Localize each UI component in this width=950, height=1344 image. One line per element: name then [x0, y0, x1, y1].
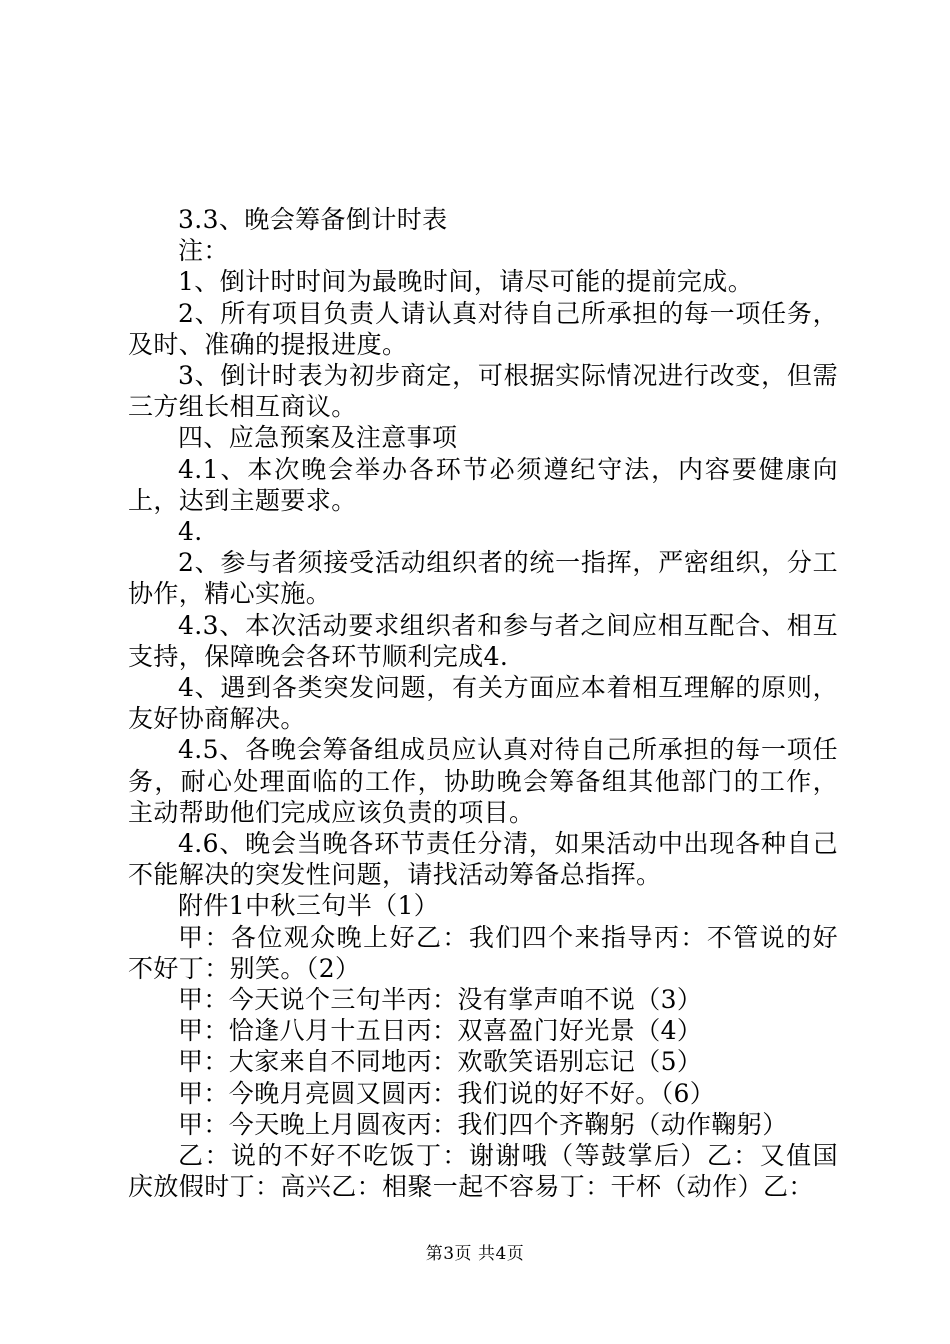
paragraph-script-line-7: 乙：说的不好不吃饭丁：谢谢哦（等鼓掌后）乙：又值国庆放假时丁：高兴乙：相聚一起不容易丁：干杯（动作）乙： — [128, 1141, 838, 1202]
paragraph-appendix-title: 附件1中秋三句半（1） — [178, 891, 440, 921]
paragraph-4-6: 4.6、晚会当晚各环节责任分清，如果活动中出现各种自己不能解决的突发性问题，请找活动筹备总指挥。 — [128, 829, 838, 890]
paragraph-note-label: 注： — [178, 236, 229, 266]
paragraph-4-fragment: 4. — [178, 517, 203, 547]
paragraph-4-5: 4.5、各晚会筹备组成员应认真对待自己所承担的每一项任务，耐心处理面临的工作，协助晚会筹备组其他部门的工作，主动帮助他们完成应该负责的项目。 — [128, 735, 838, 827]
paragraph-script-line-2: 甲：今天说个三句半丙：没有掌声咱不说（3） — [178, 985, 703, 1015]
paragraph-note-2: 2、所有项目负责人请认真对待自己所承担的每一项任务，及时、准确的提报进度。 — [128, 298, 838, 359]
paragraph-script-line-1: 甲：各位观众晚上好乙：我们四个来指导丙：不管说的好不好丁：别笑。（2） — [128, 922, 838, 983]
paragraph-section-3-3-heading: 3.3、晚会筹备倒计时表 — [178, 205, 448, 234]
paragraph-note-3: 3、倒计时表为初步商定，可根据实际情况进行改变，但需三方组长相互商议。 — [128, 361, 838, 422]
paragraph-4-4: 4、遇到各类突发问题，有关方面应本着相互理解的原则，友好协商解决。 — [128, 673, 838, 734]
paragraph-4-2: 2、参与者须接受活动组织者的统一指挥，严密组织，分工协作，精心实施。 — [128, 548, 838, 609]
page-footer — [0, 1243, 950, 1265]
document-body — [128, 204, 838, 1203]
paragraph-section-4-heading: 四、应急预案及注意事项 — [178, 423, 458, 453]
page-number-indicator: 第3页 共4页 — [425, 1244, 525, 1264]
paragraph-4-3: 4.3、本次活动要求组织者和参与者之间应相互配合、相互支持，保障晚会各环节顺利完成4. — [128, 610, 838, 671]
paragraph-script-line-6: 甲：今天晚上月圆夜丙：我们四个齐鞠躬（动作鞠躬） — [178, 1109, 788, 1139]
paragraph-script-line-4: 甲：大家来自不同地丙：欢歌笑语别忘记（5） — [178, 1047, 703, 1077]
paragraph-note-1: 1、倒计时时间为最晚时间，请尽可能的提前完成。 — [178, 267, 754, 297]
paragraph-script-line-3: 甲：恰逢八月十五日丙：双喜盈门好光景（4） — [178, 1016, 703, 1046]
paragraph-script-line-5: 甲：今晚月亮圆又圆丙：我们说的好不好。（6） — [178, 1078, 716, 1108]
paragraph-4-1: 4.1、本次晚会举办各环节必须遵纪守法，内容要健康向上，达到主题要求。 — [128, 454, 838, 515]
